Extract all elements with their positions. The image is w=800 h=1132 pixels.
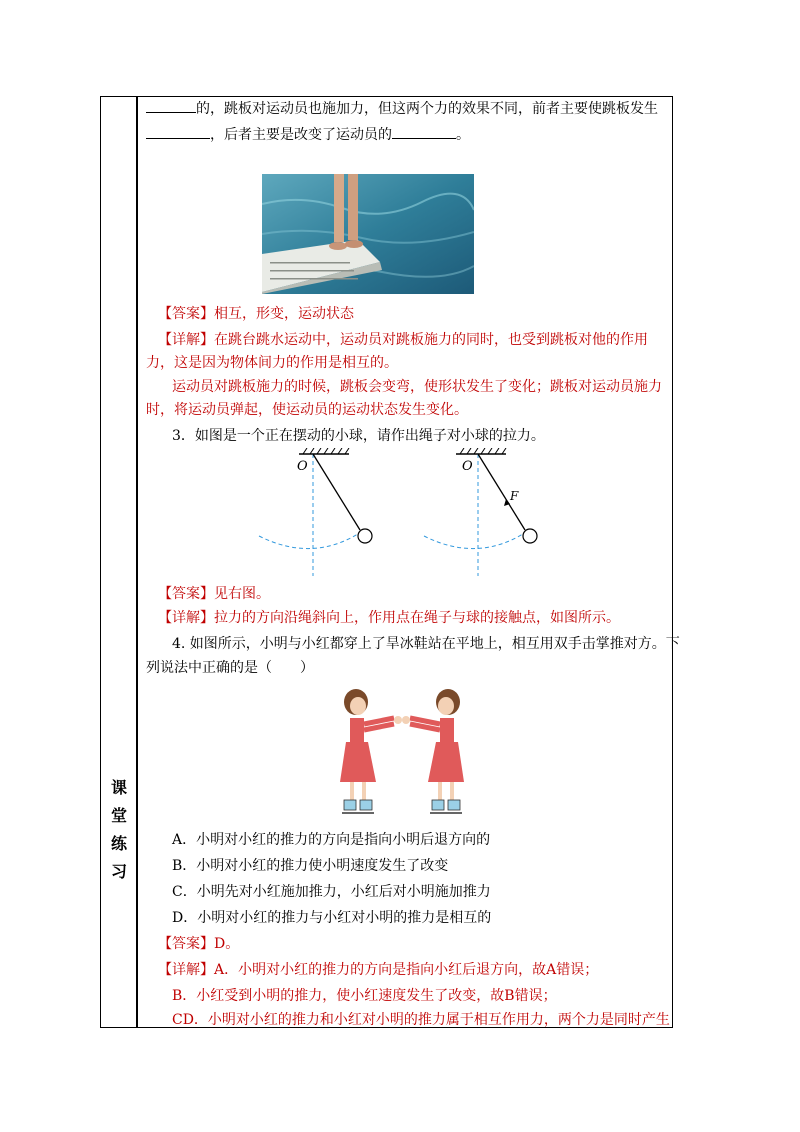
q2-detail-1a: 【详解】在跳台跳水运动中，运动员对跳板施力的同时，也受到跳板对他的作用 <box>158 332 648 348</box>
skater-right <box>410 689 464 813</box>
q4-detail-cd: CD．小明对小红的推力和小红对小明的推力属于相互作用力，两个力是同时产生 <box>172 1012 670 1028</box>
diving-board-photo <box>262 174 474 294</box>
skater-left <box>340 689 394 813</box>
force-label: F <box>510 489 519 503</box>
q4-option-a: A．小明对小红的推力的方向是指向小明后退方向的 <box>172 832 491 848</box>
q2-line-2 <box>146 124 470 145</box>
q2-line-2-end: 。 <box>456 127 470 143</box>
side-label-char-1: 课 <box>110 778 127 797</box>
pivot-label-left: O <box>297 459 308 474</box>
q4-option-b: B．小明对小红的推力使小明速度发生了改变 <box>172 858 449 874</box>
q4-answer: 【答案】D。 <box>158 936 240 952</box>
side-label-char-4: 习 <box>110 862 127 881</box>
side-label-char-3: 练 <box>110 834 127 853</box>
q4-option-d: D．小明对小红的推力与小红对小明的推力是相互的 <box>172 910 492 926</box>
q3-answer: 【答案】见右图。 <box>158 586 270 602</box>
column-divider <box>136 96 138 1028</box>
q3-detail: 【详解】拉力的方向沿绳斜向上，作用点在绳子与球的接触点，如图所示。 <box>158 610 620 626</box>
fill-blank <box>146 124 210 139</box>
q2-answer: 【答案】相互，形变，运动状态 <box>158 306 354 322</box>
q3-question: 3．如图是一个正在摆动的小球，请作出绳子对小球的拉力。 <box>172 428 545 444</box>
pendulum-figure-right <box>420 448 550 578</box>
q4-question-b: 列说法中正确的是（ ） <box>146 660 314 676</box>
q4-detail-b: B．小红受到小明的推力，使小红速度发生了改变，故B错误； <box>172 988 557 1004</box>
q2-detail-1b: 力，这是因为物体间力的作用是相互的。 <box>146 355 398 371</box>
pivot-label-right: O <box>462 459 473 474</box>
pendulum-figure-left <box>255 448 385 578</box>
q2-line-1-text: 的，跳板对运动员也施加力，但这两个力的效果不同，前者主要使跳板发生 <box>196 101 658 117</box>
side-label-char-2: 堂 <box>110 806 127 825</box>
q2-line-2-text: ，后者主要是改变了运动员的 <box>210 127 392 143</box>
q4-question-a: 4. 如图所示，小明与小红都穿上了旱冰鞋站在平地上，相互用双手击掌推对方。下 <box>172 636 680 652</box>
q4-detail-a: 【详解】A．小明对小红的推力的方向是指向小红后退方向，故A错误； <box>158 962 599 978</box>
q2-line-1 <box>146 98 658 119</box>
q2-detail-2a: 运动员对跳板施力的时候，跳板会变弯，使形状发生了变化；跳板对运动员施力 <box>172 379 662 395</box>
q4-option-c: C．小明先对小红施加推力，小红后对小明施加推力 <box>172 884 491 900</box>
skaters-illustration <box>328 684 478 820</box>
q2-detail-2b: 时，将运动员弹起，使运动员的运动状态发生变化。 <box>146 402 468 418</box>
fill-blank <box>146 98 196 113</box>
fill-blank <box>392 124 456 139</box>
